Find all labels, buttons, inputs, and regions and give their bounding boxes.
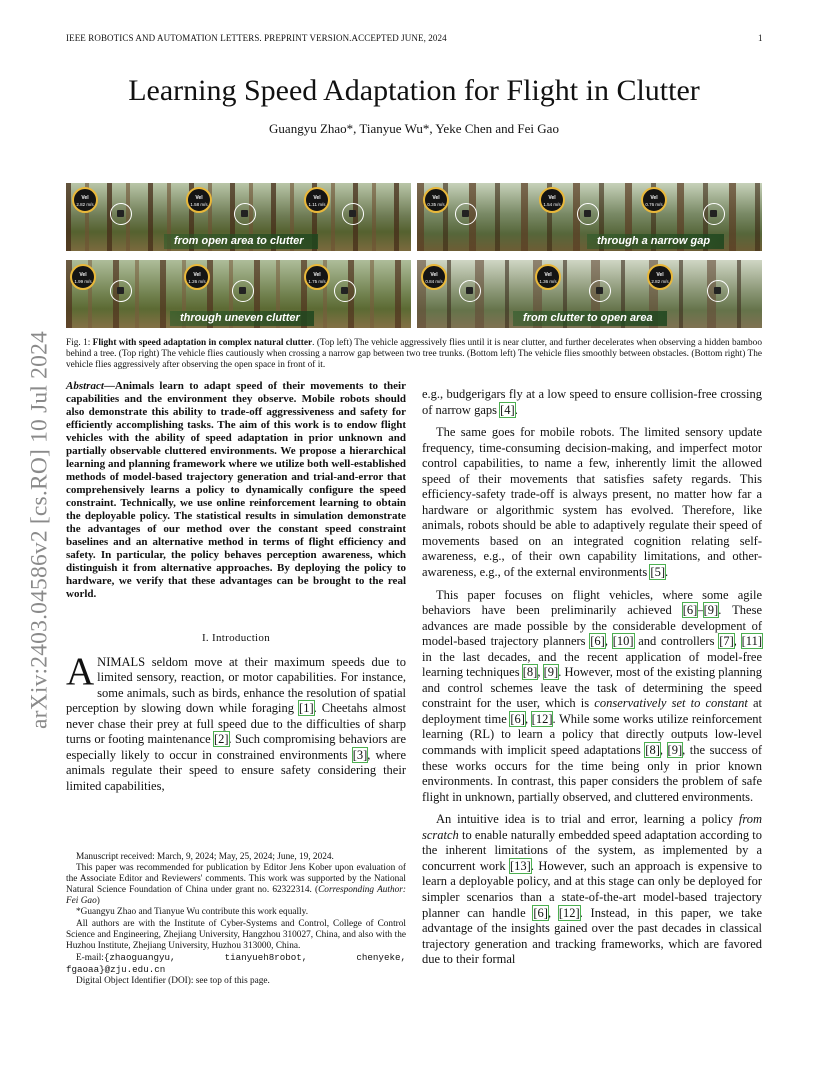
figure-panel-top-right: [417, 183, 762, 251]
drone-marker-circle: [110, 280, 132, 302]
panel-tag: from clutter to open area: [513, 311, 667, 326]
citation-link[interactable]: [ 7 ]: [719, 634, 734, 648]
drone-marker-circle: [232, 280, 254, 302]
drone-marker-circle: [342, 203, 364, 225]
citation-link[interactable]: [ 13 ]: [510, 859, 531, 873]
velocity-gauge: Vel 2.82 m/s: [647, 264, 673, 290]
citation-link[interactable]: [ 9 ]: [544, 665, 559, 679]
figure-caption-text: . (Top left) The vehicle aggressively flies until it is near clutter, and further decelerates when observing a hidden bamboo behind a tree. (Top right) The vehicle flies cautiously when crossing a narrow gap between two tree trunks. (Bottom left) The vehicle flies smoothly between obstacles. (Bottom right) The vehicle flies aggressively after observing the open space in front of it.: [66, 338, 762, 371]
velocity-gauge: Vel 0.84 m/s: [421, 264, 447, 290]
drone-marker-circle: [455, 203, 477, 225]
citation-link[interactable]: [ 6 ]: [533, 906, 548, 920]
drone-marker-circle: [589, 280, 611, 302]
abstract-label: Abstract: [66, 380, 104, 392]
figure-caption-title: Flight with speed adaptation in complex natural clutter: [92, 338, 313, 348]
citation-link[interactable]: [ 2 ]: [214, 732, 229, 746]
drone-marker-circle: [110, 203, 132, 225]
drone-marker-circle: [334, 280, 356, 302]
footnote-email: E-mail:{zhaoguangyu, tianyueh8robot, chenyeke, fgaoaa}@zju.edu.cn: [66, 951, 406, 975]
citation-link[interactable]: [ 12 ]: [532, 712, 553, 726]
figure-panel-top-left: [66, 183, 411, 251]
figure-panel-bottom-left: [66, 260, 411, 328]
page-number: 1: [758, 33, 763, 43]
drone-marker-circle: [577, 203, 599, 225]
paper-title: Learning Speed Adaptation for Flight in Clutter: [128, 74, 700, 107]
citation-link[interactable]: [ 6 ]: [590, 634, 605, 648]
footnote-manuscript: Manuscript received: March, 9, 2024; May, 25, 2024; June, 19, 2024.: [76, 852, 334, 862]
velocity-gauge: Vel 1.99 m/s: [70, 264, 96, 290]
footnote-equal-contribution: *Guangyu Zhao and Tianyue Wu contribute this work equally.: [76, 907, 309, 918]
panel-tag: through a narrow gap: [587, 234, 724, 249]
velocity-gauge: Vel 0.35 m/s: [423, 187, 449, 213]
footnote-affiliation: All authors are with the Institute of Cyber-Systems and Control, College of Control Science and Engineering, Zhejiang University, Hangzhou 310027, China, and also with the Huzhou Institute, Zhejiang University, Huzhou 313000, China.: [66, 918, 406, 951]
velocity-gauge: Vel 1.75 m/s: [304, 264, 330, 290]
running-header: IEEE ROBOTICS AND AUTOMATION LETTERS. PREPRINT VERSION.ACCEPTED JUNE, 2024: [66, 33, 447, 43]
abstract: [66, 380, 406, 601]
panel-tag: from open area to clutter: [164, 234, 318, 249]
figure-label: Fig. 1:: [66, 338, 91, 348]
velocity-gauge: Vel 1.11 m/s: [304, 187, 330, 213]
intro-paragraph: ANIMALS seldom move at their maximum speeds due to limited sensory, reaction, or motor capabilities. For instance, some animals, such as birds, enhance the resolution of spatial perception by slowing down while foraging [ 1 ] . Cheetahs almost never chase their prey at full speed due to the difficulties of sharp turns or footing maintenance [ 2 ] . Such compromising behaviors are especially likely to occur in constrained environments [ 3 ] , where animals regulate their speed to ensure safety considering their limited capabilities,: [66, 655, 406, 795]
citation-link[interactable]: [ 9 ]: [668, 743, 683, 757]
arxiv-identifier-stamp[interactable]: arXiv:2403.04586v2 [cs.RO] 10 Jul 2024: [26, 331, 53, 729]
section-heading-introduction: I. Introduction: [201, 632, 271, 644]
drone-marker-circle: [459, 280, 481, 302]
citation-link[interactable]: [ 8 ]: [645, 743, 660, 757]
body-paragraph: This paper focuses on flight vehicles, where some agile behaviors have been preliminarily achieved [ 6 ] –[ 9 ] . These advances are made possible by the considerable development of model-based trajectory planners [ 6 ] , [ 10 ] and controllers [ 7 ] , [ 11 ] in the last decades, and the recent application of model-free learning techniques [ 8 ] , [ 9 ] . However, most of the existing planning and control schemes leave the task of determining the speed constraint for the user, which is conservatively set to constant at deployment time [ 6 ] , [ 12 ] . While some works utilize reinforcement learning (RL) to learn a policy that directly outputs low-level commands with implicit speed adaptations [ 8 ] , [ 9 ] , the success of these works occurs for the time being only in prior known environments. In contrast, this paper considers the problem of safe flight in unknown, partially observed, and cluttered environments.: [422, 588, 762, 806]
footnote-doi: Digital Object Identifier (DOI): see top of this page.: [76, 976, 270, 987]
author-list: Guangyu Zhao*, Tianyue Wu*, Yeke Chen and Fei Gao: [269, 121, 559, 136]
teaser-figure: [66, 183, 762, 331]
velocity-gauge: Vel 1.58 m/s: [186, 187, 212, 213]
citation-link[interactable]: [ 4 ]: [500, 403, 515, 417]
citation-link[interactable]: [ 12 ]: [559, 906, 580, 920]
drop-cap: A: [66, 649, 95, 693]
footnotes: [66, 852, 406, 987]
body-paragraph: e.g., budgerigars fly at a low speed to ensure collision-free crossing of narrow gaps [ 4 ] .: [422, 387, 762, 418]
citation-link[interactable]: [ 6 ]: [510, 712, 525, 726]
velocity-gauge: Vel 2.82 m/s: [72, 187, 98, 213]
citation-link[interactable]: [ 9 ]: [704, 603, 719, 617]
velocity-gauge: Vel 1.36 m/s: [535, 264, 561, 290]
citation-link[interactable]: [ 10 ]: [613, 634, 634, 648]
drone-marker-circle: [703, 203, 725, 225]
citation-link[interactable]: [ 6 ]: [683, 603, 698, 617]
citation-link[interactable]: [ 5 ]: [650, 565, 665, 579]
figure-panel-bottom-right: [417, 260, 762, 328]
figure-caption: [66, 338, 762, 372]
abstract-text: —Animals learn to adapt speed of their movements to their capabilities and the environment they observe. Mobile robots should also demonstrate this ability to trade-off aggressiveness and safety for efficiently accomplishing tasks. The aim of this work is to endow flight vehicles with the ability of speed adaptation in prior unknown and partially observable cluttered environments. We propose a hierarchical learning and planning framework where we utilize both well-established methods of model-based trajectory generation and trial-and-error that comprehensively learns a policy to dynamically configure the speed constraint. Technically, we use online reinforcement learning to obtain the deployable policy. The statistical results in simulation demonstrate the advantages of our method over the constant speed constraint baselines and an alternative method in terms of flight efficiency and safety. In particular, the policy behaves perception awareness, which distinguish it from alternative approaches. By deploying the policy to hardware, we verify that these advantages can be brought to the real world.: [66, 380, 406, 600]
panel-tag: through uneven clutter: [170, 311, 314, 326]
left-column: [66, 380, 406, 794]
velocity-gauge: Vel 1.54 m/s: [539, 187, 565, 213]
right-column: [422, 387, 762, 968]
citation-link[interactable]: [ 3 ]: [353, 748, 368, 762]
citation-link[interactable]: [ 1 ]: [299, 701, 314, 715]
citation-link[interactable]: [ 8 ]: [523, 665, 538, 679]
drone-marker-circle: [234, 203, 256, 225]
velocity-gauge: Vel 1.26 m/s: [184, 264, 210, 290]
body-paragraph: An intuitive idea is to trial and error, learning a policy from scratch to enable naturally embedded speed adaptation according to the inherent limitations of the system, as implemented by a concurrent work [ 13 ] . However, such an approach is expensive to learn a deployable policy, and at this stage can only be deployed for simpler scenarios than a state-of-the-art model-based trajectory planner can handle [ 6 ] , [ 12 ] . Instead, in this paper, we take advantage of the insights gained over the past decades in classical trajectory generation and tracking frameworks, which are favored due to their formal: [422, 812, 762, 967]
email-addresses[interactable]: {zhaoguangyu, tianyueh8robot, chenyeke, fgaoaa}@zju.edu.cn: [66, 951, 406, 975]
footnote-recommendation: This paper was recommended for publication by Editor Jens Kober upon evaluation of the Associate Editor and Reviewers' comments. This work was supported by the National Natural Science Foundation of China under grant no. 62322314. (Corresponding Author: Fei Gao): [66, 863, 406, 907]
body-paragraph: The same goes for mobile robots. The limited sensory update frequency, time-consuming decision-making, and imperfect motor control capabilities, to name a few, inherently limit the allowed speed of their movements that satisfies safety regards. This efficiency-safety trade-off is always present, no matter how far a hardware or algorithmic system has evolved. Therefore, like animals, robots should be able to adaptively regulate their speed of movements based on an integrated cognition relating self-awareness, e.g., of their own capability limitations, and other-awareness, e.g., of the external environments [ 5 ] .: [422, 425, 762, 580]
velocity-gauge: Vel 0.76 m/s: [641, 187, 667, 213]
drone-marker-circle: [707, 280, 729, 302]
citation-link[interactable]: [ 11 ]: [742, 634, 762, 648]
